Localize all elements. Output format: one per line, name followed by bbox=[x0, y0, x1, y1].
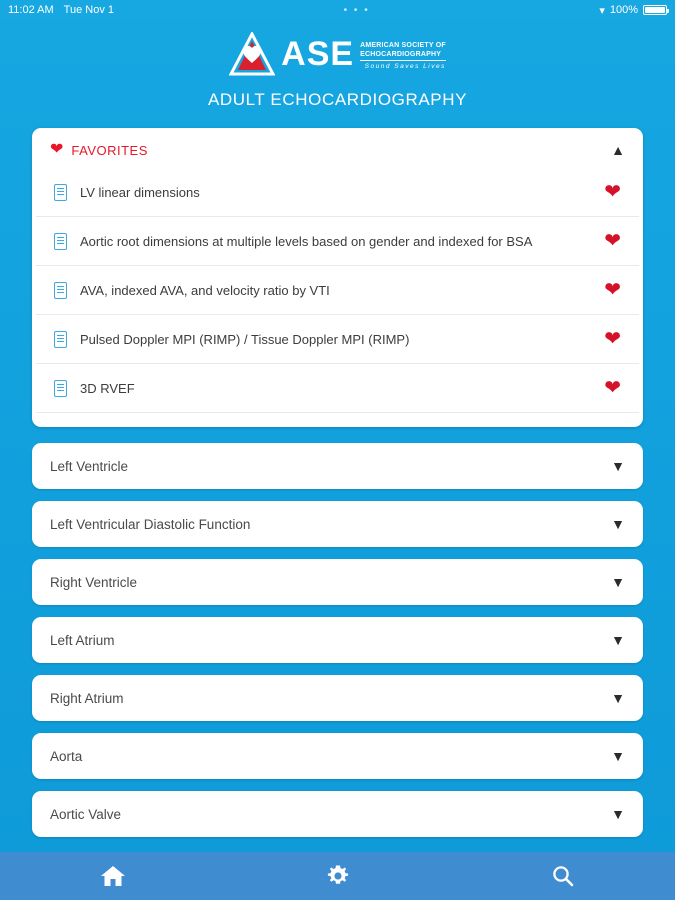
section-label: Aortic Valve bbox=[50, 806, 122, 822]
favorite-item-label: AVA, indexed AVA, and velocity ratio by VTI bbox=[80, 282, 330, 298]
chevron-down-icon[interactable]: ▼ bbox=[611, 748, 625, 764]
tab-search[interactable] bbox=[450, 852, 675, 900]
favorite-item-label: LV linear dimensions bbox=[80, 184, 200, 200]
status-date: Tue Nov 1 bbox=[63, 4, 115, 16]
page-title: ADULT ECHOCARDIOGRAPHY bbox=[207, 90, 468, 109]
tab-home[interactable] bbox=[0, 852, 225, 900]
logo-subtitle-line2: ECHOCARDIOGRAPHY bbox=[360, 51, 442, 58]
favorite-item[interactable] bbox=[36, 315, 639, 364]
chevron-up-icon[interactable]: ▲ bbox=[611, 142, 625, 158]
section-label: Left Atrium bbox=[50, 632, 115, 648]
heart-filled-icon[interactable]: ❤ bbox=[604, 181, 621, 203]
gear-icon bbox=[326, 864, 350, 888]
favorite-item-label: 3D RVEF bbox=[80, 380, 135, 396]
favorite-item[interactable] bbox=[36, 217, 639, 266]
favorite-item-label: Pulsed Doppler MPI (RIMP) / Tissue Doppler MPI (RIMP) bbox=[80, 331, 410, 347]
ase-logo bbox=[0, 30, 675, 78]
section-item-right-ventricle[interactable] bbox=[32, 559, 643, 605]
chevron-down-icon[interactable]: ▼ bbox=[611, 806, 625, 822]
section-item-left-ventricle[interactable] bbox=[32, 443, 643, 489]
section-item-right-atrium[interactable] bbox=[32, 675, 643, 721]
logo-tagline: Sound Saves Lives bbox=[364, 63, 446, 70]
tab-settings[interactable] bbox=[225, 852, 450, 900]
favorites-card bbox=[32, 128, 643, 427]
chevron-down-icon[interactable]: ▼ bbox=[611, 516, 625, 532]
document-icon bbox=[54, 282, 67, 299]
section-label: Right Ventricle bbox=[50, 574, 138, 590]
chevron-down-icon[interactable]: ▼ bbox=[611, 632, 625, 648]
app-header bbox=[0, 20, 675, 116]
section-list bbox=[32, 443, 643, 837]
section-label: Right Atrium bbox=[50, 690, 124, 706]
status-bar bbox=[0, 0, 675, 20]
document-icon bbox=[54, 233, 67, 250]
favorite-item[interactable] bbox=[36, 266, 639, 315]
battery-percent: 100% bbox=[609, 4, 638, 16]
logo-wordmark: ASE bbox=[281, 35, 355, 73]
heart-filled-icon[interactable]: ❤ bbox=[604, 377, 621, 399]
battery-icon bbox=[643, 5, 667, 15]
chevron-down-icon[interactable]: ▼ bbox=[611, 690, 625, 706]
favorite-item[interactable] bbox=[36, 168, 639, 217]
ase-logo-mark-icon bbox=[229, 32, 275, 76]
document-icon bbox=[54, 331, 67, 348]
favorite-item-label: Aortic root dimensions at multiple levels based on gender and indexed for BSA bbox=[80, 233, 533, 249]
status-time: 11:02 AM bbox=[8, 4, 54, 16]
section-item-left-atrium[interactable] bbox=[32, 617, 643, 663]
chevron-down-icon[interactable]: ▼ bbox=[611, 458, 625, 474]
favorite-item[interactable] bbox=[36, 364, 639, 413]
logo-divider bbox=[360, 60, 446, 61]
chevron-down-icon[interactable]: ▼ bbox=[611, 574, 625, 590]
heart-filled-icon[interactable]: ❤ bbox=[604, 230, 621, 252]
section-item-aorta[interactable] bbox=[32, 733, 643, 779]
heart-icon: ❤ bbox=[50, 141, 64, 158]
heart-filled-icon[interactable]: ❤ bbox=[604, 279, 621, 301]
section-label: Left Ventricular Diastolic Function bbox=[50, 516, 251, 532]
home-icon bbox=[100, 864, 126, 888]
logo-subtitle-line1: AMERICAN SOCIETY OF bbox=[360, 42, 446, 49]
search-icon bbox=[551, 864, 575, 888]
section-label: Left Ventricle bbox=[50, 458, 129, 474]
heart-filled-icon[interactable]: ❤ bbox=[604, 328, 621, 350]
section-item-lv-diastolic-function[interactable] bbox=[32, 501, 643, 547]
section-item-aortic-valve[interactable] bbox=[32, 791, 643, 837]
favorites-title: FAVORITES bbox=[71, 142, 148, 158]
wifi-icon: ▾ bbox=[599, 4, 605, 17]
favorites-header[interactable] bbox=[32, 128, 643, 168]
document-icon bbox=[54, 184, 67, 201]
document-icon bbox=[54, 380, 67, 397]
section-label: Aorta bbox=[50, 748, 83, 764]
status-center-dots: • • • bbox=[343, 4, 370, 16]
bottom-tab-bar bbox=[0, 852, 675, 900]
main-content bbox=[0, 128, 675, 837]
